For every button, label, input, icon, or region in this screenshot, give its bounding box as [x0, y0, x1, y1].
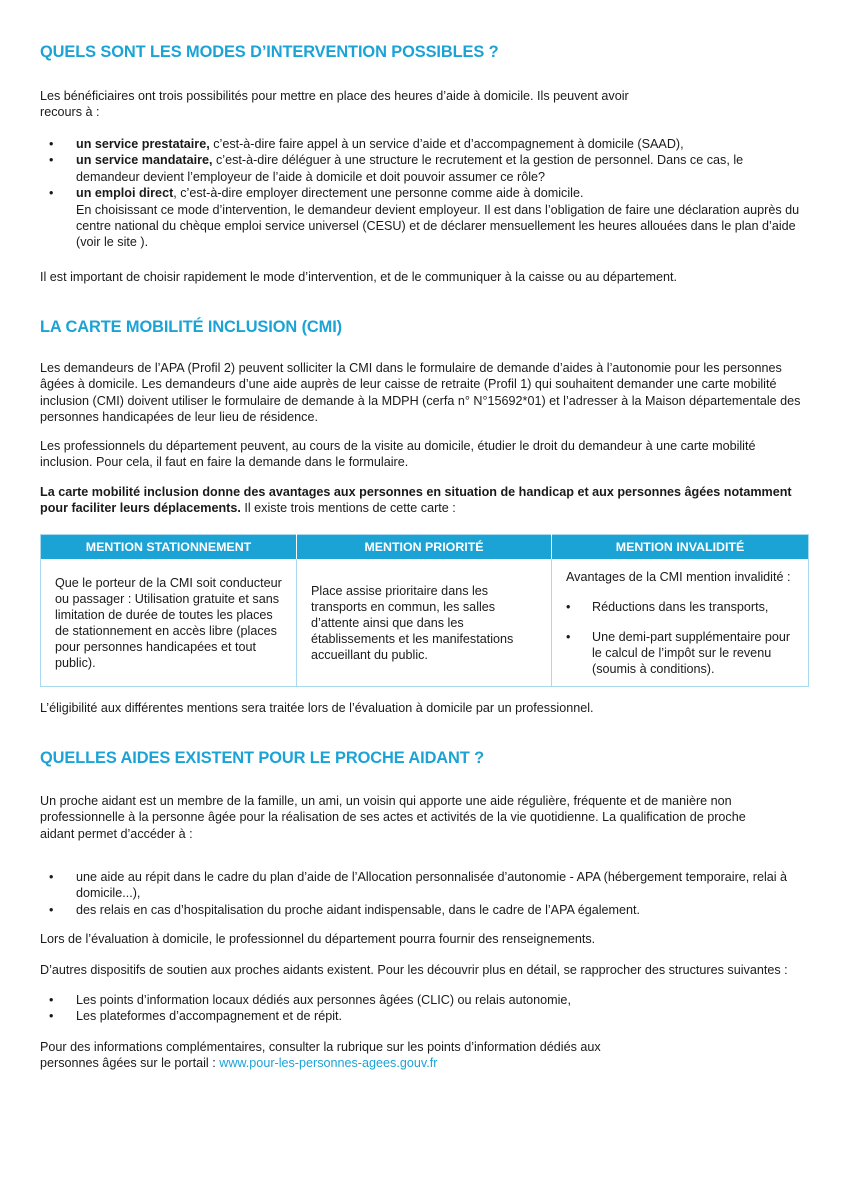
invalidite-list	[566, 599, 796, 677]
cell-priorite: Place assise prioritaire dans les transports en commun, les salles d’attente ainsi que dans les établissements et les manifestations accueillant du public.	[297, 559, 552, 687]
aidant-info-line-2: personnes âgées sur le portail :	[40, 1056, 220, 1071]
mode-mandataire-text: c’est-à-dire déléguer à une structure le recrutement et la gestion de personnel. Dans ce cas, le demandeur devient l’employeur de l’aide à domicile et doit pouvoir assumer ce rôle?	[76, 153, 744, 184]
portal-link[interactable]: www.pour-les-personnes-agees.gouv.fr	[219, 1056, 438, 1071]
invalidite-intro: Avantages de la CMI mention invalidité :	[566, 569, 791, 584]
aidant-paragraph-4	[40, 1039, 810, 1072]
cmi-paragraph-1: Les demandeurs de l’APA (Profil 2) peuvent solliciter la CMI dans le formulaire de demande d’aides à l’autonomie pour les personnes âgées à domicile. Les demandeurs d’une aide auprès de leur caisse de retraite (Profil 1) qui souhaitent demander une carte mobilité inclusion (CMI) doivent utiliser le formulaire de demande à la MDPH (cerfa n° N°15692*01) et l’adresser à la Maison départementale des personnes handicapées de leur lieu de résidence.	[40, 361, 801, 425]
cmi-mentions-table	[40, 534, 809, 687]
mode-emploi-direct-label: un emploi direct	[76, 186, 174, 201]
aidant-paragraph-3: D’autres dispositifs de soutien aux proches aidants existent. Pour les découvrir plus en détail, se rapprocher des structures suivantes :	[40, 963, 788, 977]
list-item: • Les points d’information locaux dédiés aux personnes âgées (CLIC) ou relais autonomie,	[40, 992, 810, 1008]
cmi-mentions-intro: Il existe trois mentions de cette carte :	[240, 501, 456, 516]
mode-emploi-direct-text: , c’est-à-dire employer directement une personne comme aide à domicile.	[173, 186, 584, 201]
header-mention-priorite: MENTION PRIORITÉ	[297, 535, 552, 560]
aidant-aids-list	[40, 869, 810, 918]
cmi-eligibility-paragraph: L’éligibilité aux différentes mentions sera traitée lors de l’évaluation à domicile par un professionnel.	[40, 701, 594, 715]
table-header-row	[41, 535, 809, 560]
modes-conclusion-paragraph: Il est important de choisir rapidement le mode d’intervention, et de le communiquer à la caisse ou au département.	[40, 270, 678, 284]
mode-prestataire-label: un service prestataire,	[76, 137, 210, 151]
mode-prestataire-text: c’est-à-dire faire appel à un service d’aide et d’accompagnement à domicile (SAAD),	[209, 137, 684, 151]
aidant-info-line-1: Pour des informations complémentaires, consulter la rubrique sur les points d’information dédiés aux	[40, 1040, 601, 1054]
list-item	[40, 185, 810, 251]
list-item: • une aide au répit dans le cadre du plan d’aide de l’Allocation personnalisée d’autonomie - APA (hébergement temporaire, relai à domicile...),	[40, 869, 810, 902]
list-item: • Les plateformes d’accompagnement et de répit.	[40, 1008, 810, 1024]
aidant-paragraph-1: Un proche aidant est un membre de la famille, un ami, un voisin qui apporte une aide régulière, fréquente et de manière non professionnelle à la personne âgée pour la réalisation de ses actes et activités de la vie quotidienne. La qualification de proche aidant permet d’accéder à :	[40, 794, 746, 841]
cmi-paragraph-3	[40, 484, 810, 517]
mode-emploi-direct-details: En choisissant ce mode d’intervention, le demandeur devient employeur. Il est dans l’obligation de faire une déclaration auprès du centre national du chèque emploi service universel (CESU) et de déclarer mensuellement les heures allouées dans le plan d’aide (voir le site ).	[76, 202, 800, 250]
heading-proche-aidant: QUELLES AIDES EXISTENT POUR LE PROCHE AIDANT ?	[40, 749, 485, 767]
mode-mandataire-label: un service mandataire,	[76, 153, 213, 168]
heading-modes-intervention: QUELS SONT LES MODES D’INTERVENTION POSSIBLES ?	[40, 43, 499, 61]
cmi-paragraph-2: Les professionnels du département peuvent, au cours de la visite au domicile, étudier le droit du demandeur à une carte mobilité inclusion. Pour cela, il faut en faire la demande dans le formulaire.	[40, 439, 756, 470]
list-item: • Une demi-part supplémentaire pour le calcul de l’impôt sur le revenu (soumis à conditions).	[566, 629, 796, 677]
cell-stationnement: Que le porteur de la CMI soit conducteur ou passager : Utilisation gratuite et sans limitation de durée de toutes les places de stationnement en accès libre (places pour personnes handicapées et tout public).	[41, 559, 297, 687]
aidant-paragraph-2: Lors de l’évaluation à domicile, le professionnel du département pourra fournir des renseignements.	[40, 932, 596, 946]
cmi-advantages-bold: La carte mobilité inclusion donne des avantages aux personnes en situation de handicap et aux personnes âgées notamment pour faciliter leurs déplacements.	[40, 485, 792, 516]
list-item: • Réductions dans les transports,	[566, 599, 796, 615]
modes-list	[40, 136, 810, 251]
header-mention-stationnement: MENTION STATIONNEMENT	[41, 535, 297, 560]
table-row	[41, 559, 809, 687]
modes-intro-paragraph: Les bénéficiaires ont trois possibilités pour mettre en place des heures d’aide à domicile. Ils peuvent avoir recours à :	[40, 89, 629, 120]
cell-invalidite	[552, 559, 809, 687]
list-item	[40, 136, 810, 152]
list-item	[40, 152, 810, 185]
aidant-structures-list	[40, 992, 810, 1025]
header-mention-invalidite: MENTION INVALIDITÉ	[552, 535, 809, 560]
heading-carte-mobilite-inclusion: LA CARTE MOBILITÉ INCLUSION (CMI)	[40, 318, 343, 336]
list-item: • des relais en cas d’hospitalisation du proche aidant indispensable, dans le cadre de l’APA également.	[40, 902, 810, 918]
